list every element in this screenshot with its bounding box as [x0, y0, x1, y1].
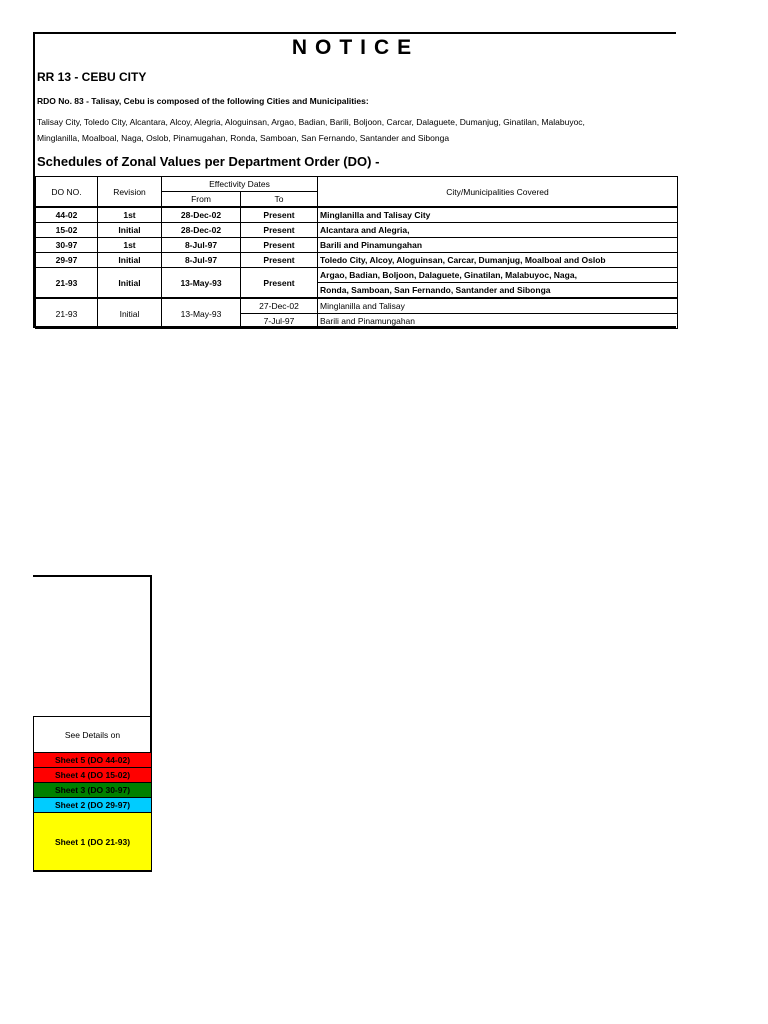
cell-covered: Ronda, Samboan, San Fernando, Santander and Sibonga	[318, 283, 678, 299]
cell-to: Present	[241, 207, 318, 223]
cell-covered: Minglanilla and Talisay	[318, 298, 678, 314]
notice-title: NOTICE	[291, 36, 420, 59]
towns-list	[37, 114, 677, 146]
towns-line-2: Minglanilla, Moalboal, Naga, Oslob, Pinamugahan, Ronda, Samboan, San Fernando, Santander and Sibonga	[37, 133, 450, 143]
sheet-5-link[interactable]: Sheet 5 (DO 44-02)	[33, 752, 151, 767]
cell-to: Present	[241, 253, 318, 268]
cell-from: 8-Jul-97	[162, 238, 241, 253]
table-row	[36, 207, 678, 223]
rdo-line: RDO No. 83 - Talisay, Cebu is composed of the following Cities and Municipalities:	[37, 96, 369, 106]
header-revision: Revision	[98, 177, 162, 208]
cell-to: 27-Dec-02	[241, 298, 318, 314]
cell-from: 13-May-93	[162, 268, 241, 299]
table-row	[36, 253, 678, 268]
cell-do-no: 44-02	[36, 207, 98, 223]
cell-covered: Alcantara and Alegria,	[318, 223, 678, 238]
table-row	[36, 223, 678, 238]
cell-to: Present	[241, 238, 318, 253]
cell-covered: Barili and Pinamungahan	[318, 238, 678, 253]
cell-from: 13-May-93	[162, 298, 241, 329]
table-row	[36, 268, 678, 283]
header-do-no: DO NO.	[36, 177, 98, 208]
cell-covered: Barili and Pinamungahan	[318, 314, 678, 329]
legend-divider	[33, 575, 152, 577]
cell-revision: Initial	[98, 253, 162, 268]
cell-covered: Minglanilla and Talisay City	[318, 207, 678, 223]
cell-revision: Initial	[98, 298, 162, 329]
sheet-4-link[interactable]: Sheet 4 (DO 15-02)	[33, 767, 151, 782]
header-from: From	[162, 192, 241, 208]
cell-to: Present	[241, 223, 318, 238]
cell-to: Present	[241, 268, 318, 299]
cell-covered: Toledo City, Alcoy, Aloguinsan, Carcar, Dumanjug, Moalboal and Oslob	[318, 253, 678, 268]
sheet-2-link[interactable]: Sheet 2 (DO 29-97)	[33, 797, 151, 812]
cell-revision: 1st	[98, 238, 162, 253]
see-details-label: See Details on	[33, 716, 151, 752]
cell-do-no: 30-97	[36, 238, 98, 253]
table-row	[36, 238, 678, 253]
cell-revision: Initial	[98, 268, 162, 299]
sheet-3-link[interactable]: Sheet 3 (DO 30-97)	[33, 782, 151, 797]
cell-from: 28-Dec-02	[162, 207, 241, 223]
cell-do-no: 29-97	[36, 253, 98, 268]
schedules-heading: Schedules of Zonal Values per Department Order (DO) -	[37, 154, 380, 169]
cell-do-no: 21-93	[36, 298, 98, 329]
cell-from: 8-Jul-97	[162, 253, 241, 268]
towns-line-1: Talisay City, Toledo City, Alcantara, Alcoy, Alegria, Aloguinsan, Argao, Badian, Barili, Boljoon, Carcar, Dalaguete, Dumanjug, Ginatilan, Malabuyoc,	[37, 117, 585, 127]
header-covered: City/Municipalities Covered	[318, 177, 678, 208]
table-row	[36, 298, 678, 314]
zonal-values-table	[35, 176, 678, 329]
header-effectivity: Effectivity Dates	[162, 177, 318, 192]
header-to: To	[241, 192, 318, 208]
cell-do-no: 15-02	[36, 223, 98, 238]
cell-revision: 1st	[98, 207, 162, 223]
cell-revision: Initial	[98, 223, 162, 238]
cell-to: 7-Jul-97	[241, 314, 318, 329]
cell-from: 28-Dec-02	[162, 223, 241, 238]
cell-covered: Argao, Badian, Boljoon, Dalaguete, Ginatilan, Malabuyoc, Naga,	[318, 268, 678, 283]
region-heading: RR 13 - CEBU CITY	[37, 70, 147, 84]
sheet-1-link[interactable]: Sheet 1 (DO 21-93)	[33, 812, 151, 870]
cell-do-no: 21-93	[36, 268, 98, 299]
notice-frame	[33, 32, 676, 328]
